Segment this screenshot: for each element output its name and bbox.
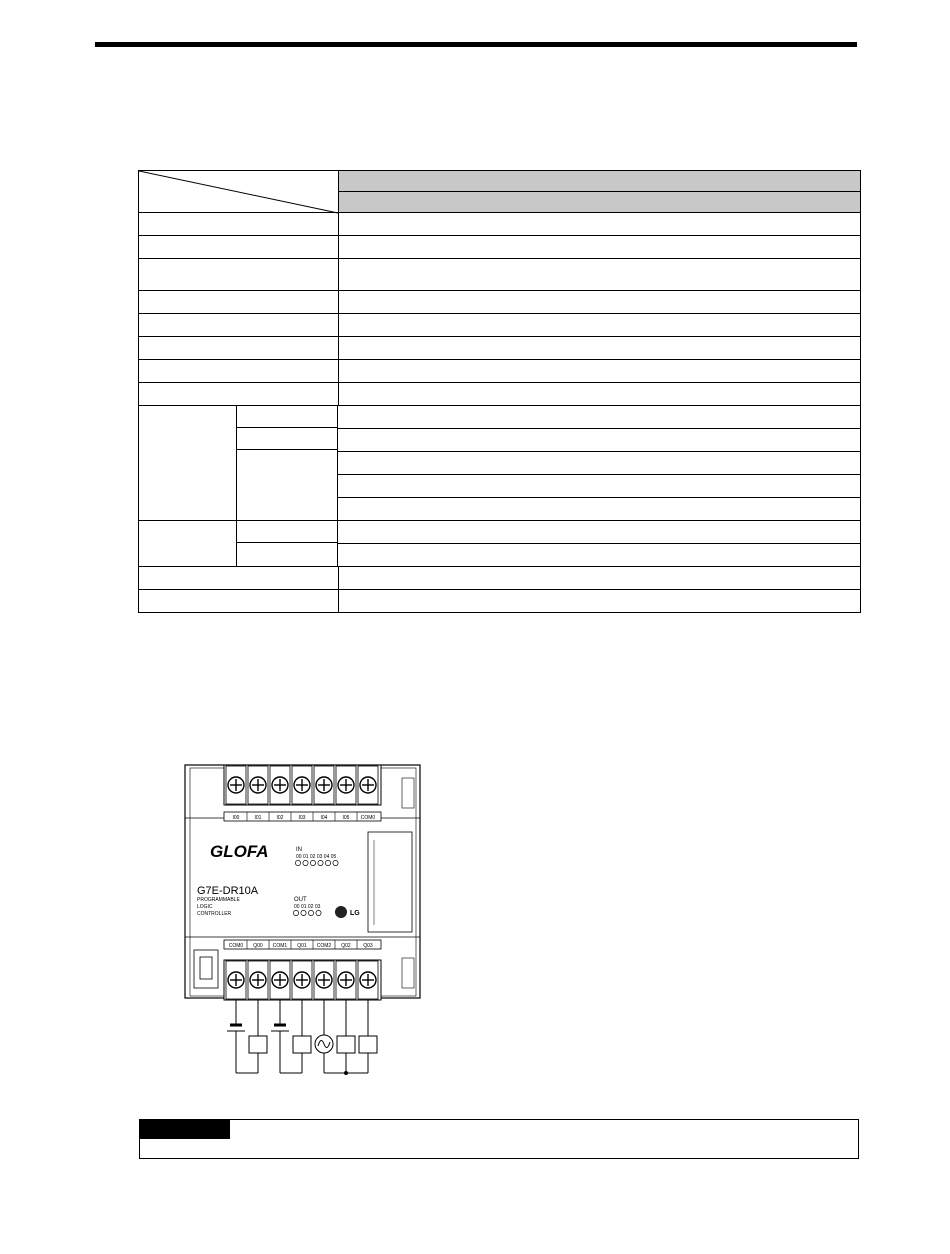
status-led [301, 910, 306, 915]
description-line-3: CONTROLLER [197, 911, 232, 917]
bottom-terminal-label: COM0 [228, 943, 244, 949]
note-box [139, 1119, 859, 1159]
top-terminal-label: I05 [342, 815, 350, 821]
terminal-screw [292, 961, 312, 999]
input-led-numbers: 00 01 02 03 04 05 [296, 854, 337, 860]
bottom-terminal-block [224, 940, 381, 1000]
maker-logo: LG [350, 910, 360, 917]
top-rule [95, 42, 857, 47]
status-led [293, 910, 298, 915]
bottom-terminal-label: COM2 [316, 943, 332, 949]
table-row [138, 213, 861, 236]
table-header [138, 170, 861, 213]
bottom-terminal-label: Q02 [341, 943, 351, 949]
description-line-1: PROGRAMMABLE [197, 897, 240, 903]
table-row [138, 383, 861, 406]
diagonal-divider [139, 171, 339, 214]
header-cell-2 [339, 191, 860, 212]
status-led [308, 910, 313, 915]
terminal-screw [226, 766, 246, 804]
terminal-screw [358, 961, 378, 999]
plc-wiring-illustration [180, 760, 430, 1085]
bottom-terminal-label: COM1 [272, 943, 288, 949]
header-columns [339, 171, 860, 212]
status-led [333, 860, 338, 865]
table-row [138, 236, 861, 259]
terminal-screw [270, 961, 290, 999]
note-tag-text [140, 1124, 146, 1136]
description-line-2: LOGIC [197, 904, 213, 910]
specification-table [138, 170, 861, 613]
table-row [138, 567, 861, 590]
brand-logo: GLOFA [210, 842, 269, 861]
terminal-screw [292, 766, 312, 804]
output-led-numbers: 00 01 02 03 [294, 904, 321, 910]
bottom-terminal-label: Q01 [297, 943, 307, 949]
top-terminal-label: I02 [276, 815, 284, 821]
status-led [316, 910, 321, 915]
bottom-terminal-label: Q00 [253, 943, 263, 949]
top-terminal-block [224, 765, 381, 821]
input-label: IN [296, 847, 302, 853]
external-wiring [227, 1000, 377, 1075]
table-row [138, 337, 861, 360]
terminal-screw [336, 961, 356, 999]
terminal-screw [248, 766, 268, 804]
top-terminal-label: I04 [320, 815, 328, 821]
table-row-group [138, 406, 861, 521]
terminal-screw [248, 961, 268, 999]
status-led [303, 860, 308, 865]
terminal-screw [336, 766, 356, 804]
lg-logo-icon [335, 906, 347, 918]
terminal-screw [270, 766, 290, 804]
terminal-screw [226, 961, 246, 999]
top-terminal-label: I03 [298, 815, 306, 821]
terminal-screw [314, 766, 334, 804]
terminal-screw [358, 766, 378, 804]
model-number: G7E-DR10A [197, 885, 259, 897]
top-terminal-label: I00 [232, 815, 240, 821]
table-row [138, 314, 861, 337]
top-terminal-label: I01 [254, 815, 262, 821]
table-row [138, 291, 861, 314]
table-row-group [138, 521, 861, 567]
table-row [138, 259, 861, 291]
top-terminal-label: COM0 [360, 815, 376, 821]
note-tag [140, 1120, 230, 1139]
status-led [325, 860, 330, 865]
header-cell-1 [339, 171, 860, 191]
terminal-screw [314, 961, 334, 999]
bottom-terminal-label: Q03 [363, 943, 373, 949]
status-led [310, 860, 315, 865]
table-row [138, 360, 861, 383]
output-label: OUT [294, 897, 307, 903]
status-led [295, 860, 300, 865]
header-corner-cell [139, 171, 339, 212]
status-led [318, 860, 323, 865]
table-row [138, 590, 861, 613]
